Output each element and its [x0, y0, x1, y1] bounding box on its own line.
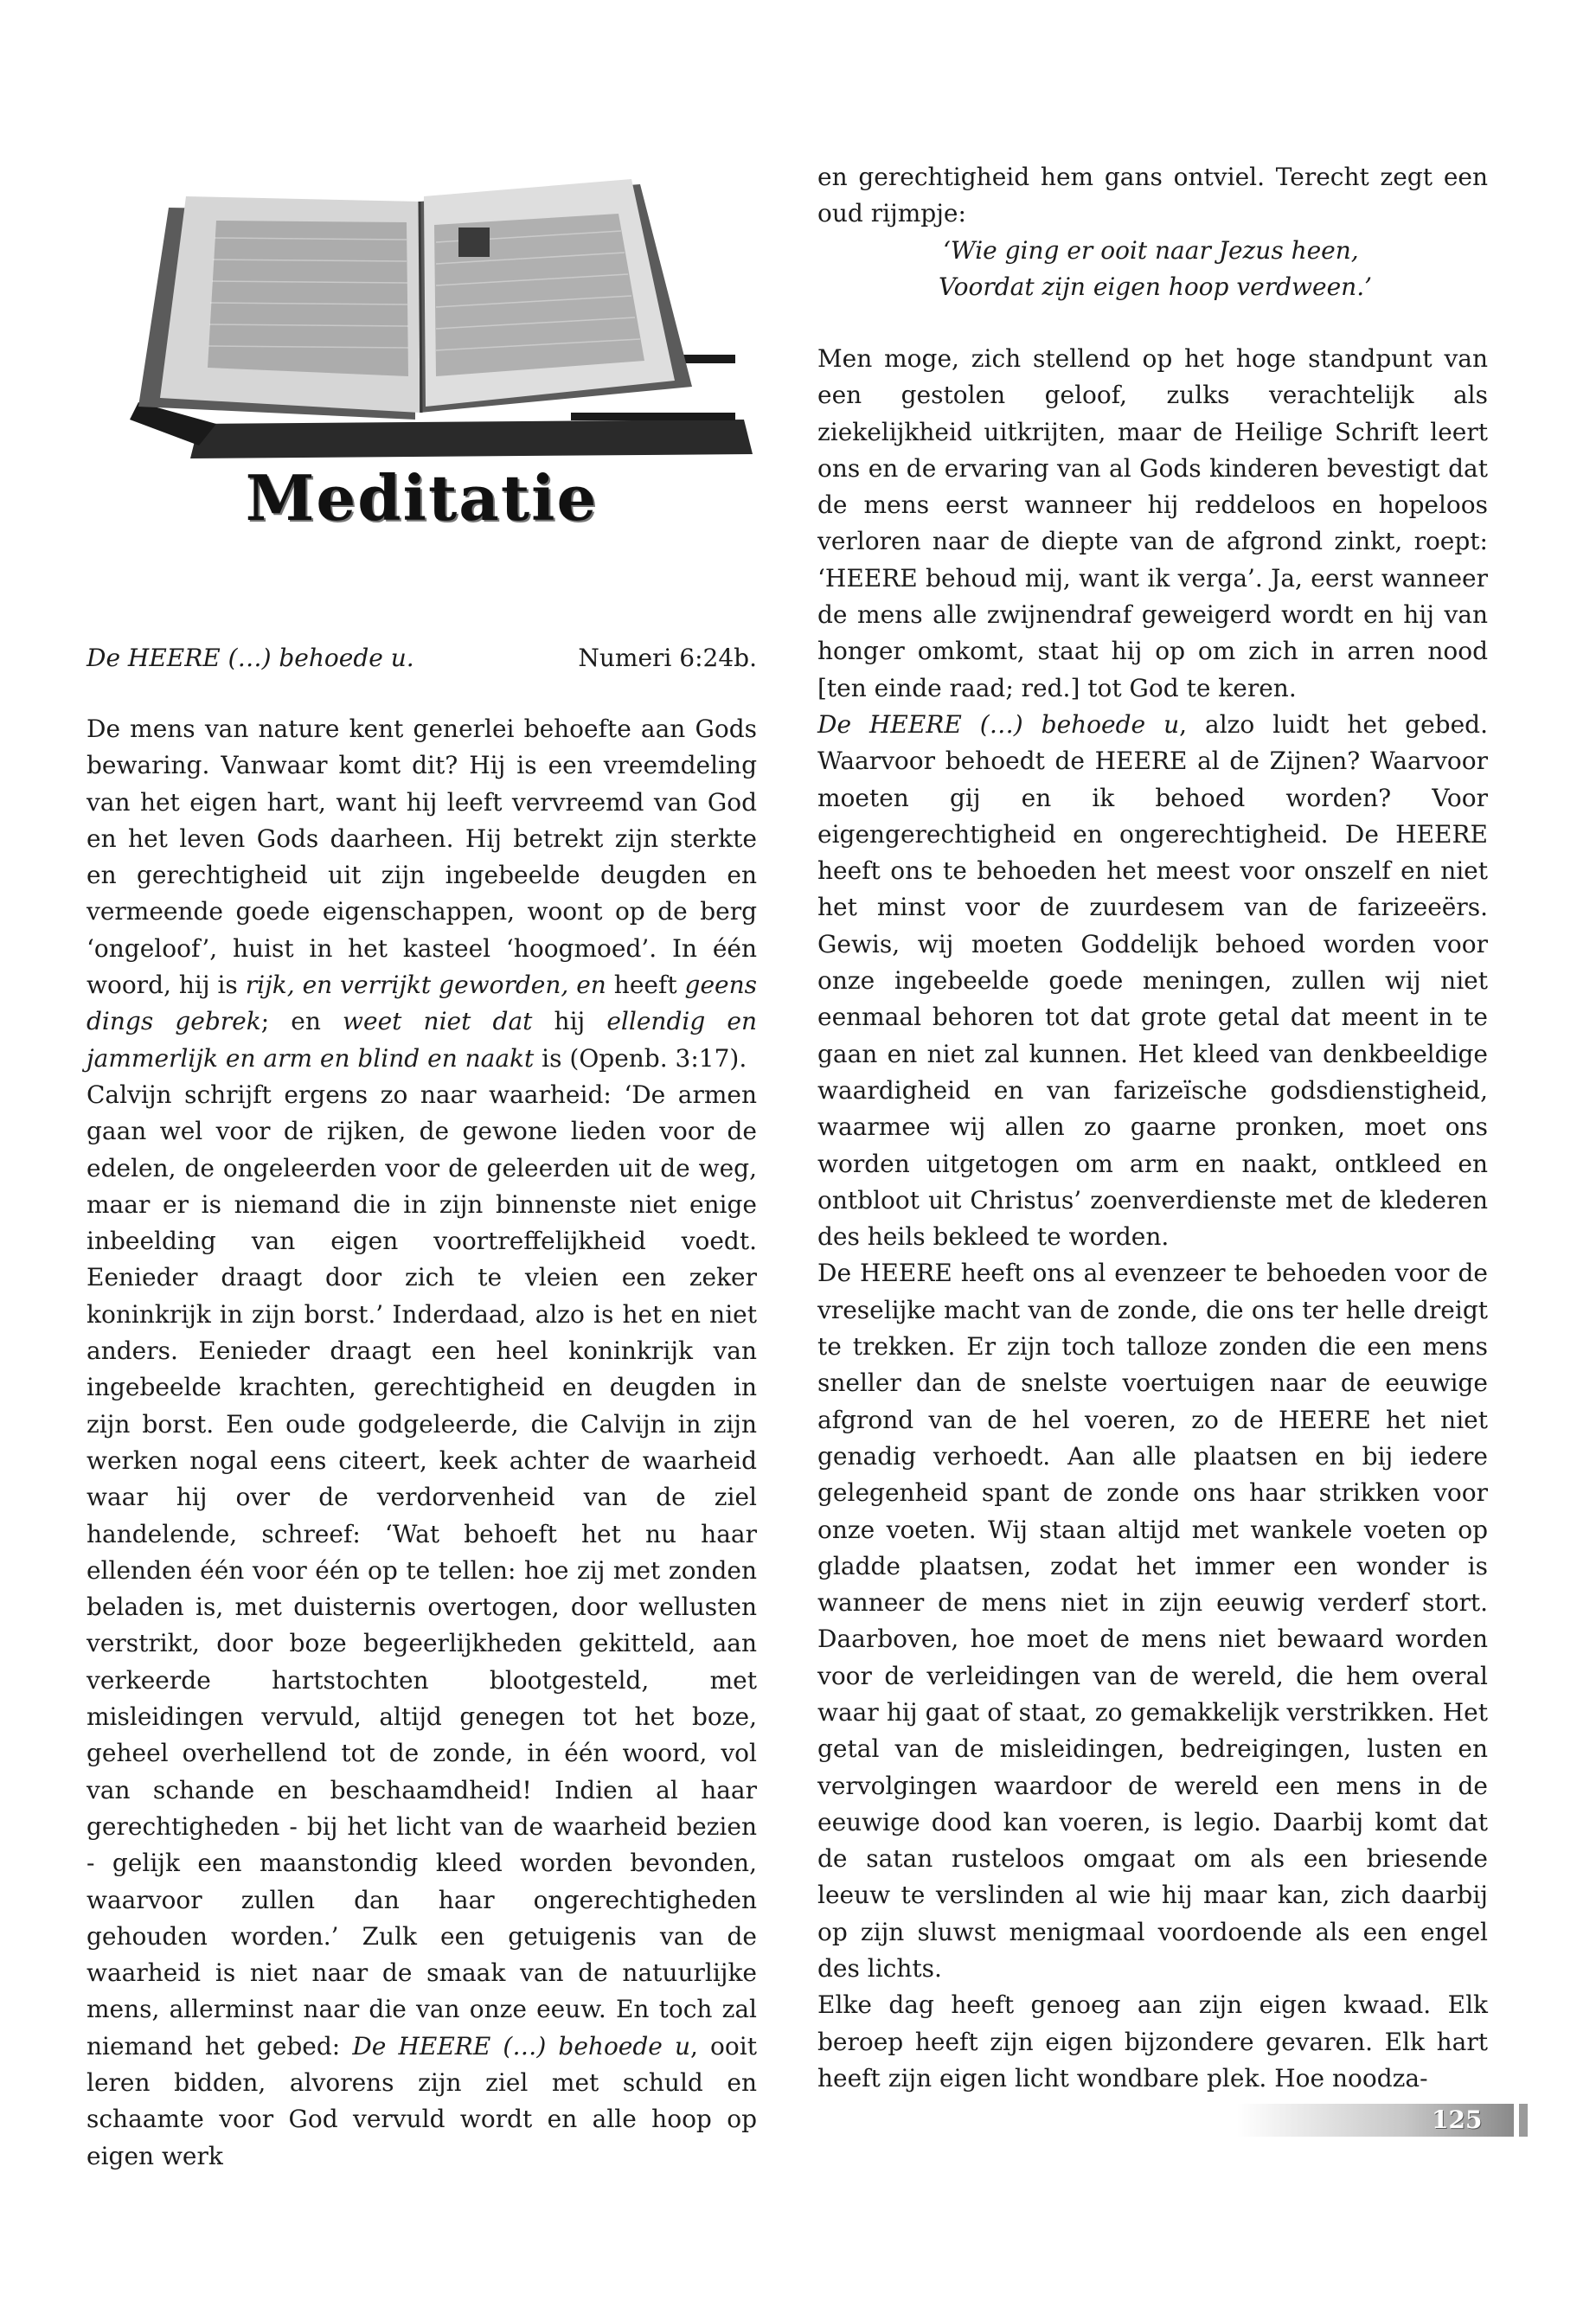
- paragraph: en gerechtigheid hem gans ontviel. Terecht zegt een oud rijmpje:: [817, 163, 1488, 228]
- footer-stripe: [1519, 2104, 1528, 2137]
- rhyme-line: Voordat zijn eigen hoop verdween.’: [939, 272, 1373, 301]
- open-bible-icon: [87, 160, 757, 471]
- left-body-text: [87, 711, 757, 2175]
- reference-verse: Numeri 6:24b.: [578, 644, 757, 672]
- reference-quote: De HEERE (…) behoede u.: [87, 644, 414, 672]
- rhyme-line: ‘Wie ging er ooit naar Jezus heen,: [943, 235, 1359, 265]
- section-title: Meditatie: [245, 461, 599, 535]
- paragraph: Men moge, zich stellend op het hoge standpunt van een gestolen geloof, zulks verachtelijk als ziekelijkheid uitkrijten, maar de Heilige Schrift leert ons en de ervaring van al Gods kinderen bevestigt dat de mens eerst wanneer hij reddeloos en hopeloos verloren naar de diepte van de afgrond zinkt, roept: ‘HEERE behoud mij, want ik verga’. Ja, eerst wanneer de mens alle zwijnendraf geweigerd wordt en hij van honger omkomt, staat hij op om zich in arren nood [ten einde raad; red.] tot God te keren.: [817, 344, 1488, 702]
- right-body-text: [817, 341, 1488, 2097]
- scripture-reference: [87, 640, 757, 676]
- paragraph: De mens van nature kent generlei behoefte aan Gods bewaring. Vanwaar komt dit? Hij is een vreemdeling van het eigen hart, want hij leeft vervreemd van God en het leven Gods daarheen. Hij betrekt zijn sterkte en gerechtigheid uit zijn ingebeelde deugden en vermeende goede eigenschappen, woont op de berg ‘ongeloof’, huist in het kasteel ‘hoogmoed’. In één woord, hij is rijk, en verrijkt geworden, en heeft geens dings gebrek; en weet niet dat hij ellendig en jammerlijk en arm en blind en naakt is (Openb. 3:17).: [87, 715, 758, 1073]
- page-number: 125: [1432, 2106, 1483, 2134]
- paragraph: Calvijn schrijft ergens zo naar waarheid: ‘De armen gaan wel voor de rijken, de gewone lieden voor de edelen, de ongeleerden voor de geleerden uit de weg, maar er is niemand die in zijn binnenste niet enige inbeelding van eigen voortreffelijkheid voedt. Eenieder draagt door zich te vleien een zeker koninkrijk in zijn borst.’ Inderdaad, alzo is het en niet anders. Eenieder draagt een heel koninkrijk van ingebeelde krachten, gerechtigheid en deugden in zijn borst. Een oude godgeleerde, die Calvijn in zijn werken nogal eens citeert, keek achter de waarheid waar hij over de verdorvenheid van de ziel handelende, schreef: ‘Wat behoeft het nu haar ellenden één voor één op te tellen: hoe zij met zonden beladen is, met duisternis overtogen, door wellusten verstrikt, door boze begeerlijkheden gekitteld, aan verkeerde hartstochten blootgesteld, met misleidingen vervuld, altijd genegen tot het boze, geheel overhellend tot de zonde, in één woord, vol van schande en beschaamdheid! Indien al haar gerechtigheden - bij het licht van de waarheid bezien - gelijk een maanstondig kleed worden bevonden, waarvoor zullen dan haar ongerechtigheden gehouden worden.’ Zulk een getuigenis van de waarheid is niet naar de smaak van de natuurlijke mens, allerminst naar die van onze eeuw. En toch zal niemand het gebed: De HEERE (…) behoede u, ooit leren bidden, alvorens zijn ziel met schuld en schaamte voor God vervuld wordt en alle hoop op eigen werk: [87, 1080, 757, 2170]
- paragraph: Elke dag heeft genoeg aan zijn eigen kwaad. Elk beroep heeft zijn eigen bijzondere gevaren. Elk hart heeft zijn eigen licht wondbare plek. Hoe noodza-: [817, 1990, 1488, 2093]
- paragraph: De HEERE heeft ons al evenzeer te behoeden voor de vreselijke macht van de zonde, die ons ter helle dreigt te trekken. Er zijn toch talloze zonden die een mens sneller dan de snelste voertuigen naar de eeuwige afgrond van de hel voeren, zo de HEERE het niet genadig verhoedt. Aan alle plaatsen en bij iedere gelegenheid spant de zonde ons haar strikken voor onze voeten. Wij staan altijd met wankele voeten op gladde plaatsen, zodat het immer een wonder is wanneer de mens niet in zijn eeuwig verderf stort. Daarboven, hoe moet de mens niet bewaard worden voor de verleidingen van de wereld, die hem overal waar hij gaat of staat, zo gemakkelijk verstrikken. Het getal van de misleidingen, bedreigingen, lusten en vervolgingen waardoor de wereld een mens in de eeuwige dood kan voeren, is legio. Daarbij komt dat de satan rusteloos omgaat om als een briesende leeuw te verslinden al wie hij maar kan, zich daarbij op zijn sluwst menigmaal voordoende als een engel des lichts.: [817, 1259, 1488, 1984]
- right-top-text: [817, 159, 1488, 305]
- paragraph: De HEERE (…) behoede u, alzo luidt het gebed. Waarvoor behoedt de HEERE al de Zijnen? Waarvoor moeten gij en ik behoed worden? Voor eigengerechtigheid en ongerechtigheid. De HEERE heeft ons te behoeden het meest voor onszelf en niet het minst voor de zuurdesem van de farizeeërs. Gewis, wij moeten Goddelijk behoed worden voor onze ingebeelde goede meningen, zullen wij niet eenmaal behoren tot dat grote getal dat meent in te gaan en niet zal kunnen. Het kleed van denkbeeldige waardigheid en van farizeïsche godsdienstigheid, waarmee wij allen zo gaarne pronken, moet ons worden uitgetogen om arm en naakt, ontkleed en ontbloot uit Christus’ zoenverdienste met de klederen des heils bekleed te worden.: [817, 709, 1488, 1252]
